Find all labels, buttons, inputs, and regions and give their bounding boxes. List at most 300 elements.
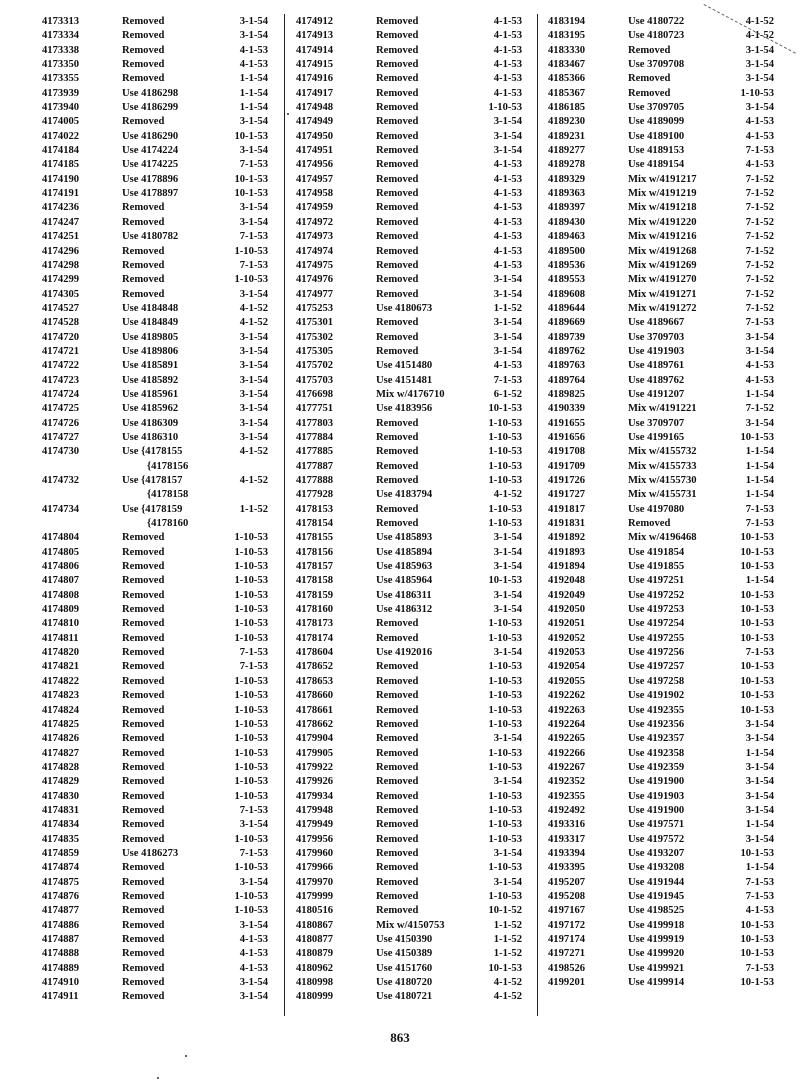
table-row xyxy=(42,58,274,72)
effective-date: 1-10-53 xyxy=(488,417,522,429)
part-number: 4183195 xyxy=(548,30,586,42)
disposition: Use 4197253 xyxy=(628,604,685,616)
part-number: 4174251 xyxy=(42,231,80,243)
part-number: 4174958 xyxy=(296,188,334,200)
disposition: Mix w/4191219 xyxy=(628,188,697,200)
effective-date: 7-1-53 xyxy=(239,661,268,673)
disposition: Use 4191207 xyxy=(628,388,685,400)
table-row xyxy=(42,44,274,58)
part-number: 4192051 xyxy=(548,618,586,630)
effective-date: 1-10-53 xyxy=(488,661,522,673)
disposition: Use 4197256 xyxy=(628,647,685,659)
effective-date: 4-1-53 xyxy=(493,73,522,85)
disposition: Mix w/4155733 xyxy=(628,460,697,472)
table-row xyxy=(42,388,274,402)
disposition: Removed xyxy=(376,733,419,745)
table-row xyxy=(548,402,780,416)
disposition: Mix w/4191269 xyxy=(628,259,697,271)
effective-date: 1-10-53 xyxy=(234,604,268,616)
part-number: 4174805 xyxy=(42,546,80,558)
part-number: 4174913 xyxy=(296,30,334,42)
table-row xyxy=(42,790,274,804)
table-row xyxy=(42,402,274,416)
table-row xyxy=(548,675,780,689)
part-number: 4175253 xyxy=(296,302,334,314)
disposition: Removed xyxy=(122,647,165,659)
table-row xyxy=(296,316,528,330)
disposition: Use 4186311 xyxy=(376,589,432,601)
effective-date: 1-1-54 xyxy=(239,87,268,99)
parts-column-1 xyxy=(42,15,274,1005)
table-row xyxy=(42,273,274,287)
table-row xyxy=(296,474,528,488)
effective-date: 1-1-52 xyxy=(239,503,268,515)
part-number: 4189764 xyxy=(548,374,586,386)
effective-date: 7-1-52 xyxy=(745,259,774,271)
table-row xyxy=(42,115,274,129)
disposition: Removed xyxy=(122,948,165,960)
disposition: Use 4197257 xyxy=(628,661,685,673)
table-row xyxy=(548,29,780,43)
effective-date: 1-10-53 xyxy=(488,102,522,114)
table-row xyxy=(296,919,528,933)
disposition: Use 4199920 xyxy=(628,948,685,960)
part-number: 4174296 xyxy=(42,245,80,257)
disposition: Use 4151480 xyxy=(376,360,433,372)
disposition: Removed xyxy=(376,776,419,788)
scan-speck xyxy=(287,113,289,115)
effective-date: 3-1-54 xyxy=(745,804,774,816)
table-row xyxy=(548,245,780,259)
effective-date: 3-1-54 xyxy=(745,73,774,85)
effective-date: 3-1-54 xyxy=(239,876,268,888)
table-row xyxy=(548,288,780,302)
part-number: 4173355 xyxy=(42,73,80,85)
table-row xyxy=(42,876,274,890)
disposition: Use 4192355 xyxy=(628,704,685,716)
disposition: Removed xyxy=(628,518,671,530)
disposition: Use {4178155 {4178156 xyxy=(122,446,189,472)
effective-date: 3-1-54 xyxy=(493,546,522,558)
effective-date: 1-1-54 xyxy=(745,460,774,472)
table-row xyxy=(42,560,274,574)
table-row xyxy=(548,861,780,875)
disposition: Removed xyxy=(376,73,419,85)
part-number: 4174720 xyxy=(42,331,80,343)
effective-date: 4-1-53 xyxy=(493,360,522,372)
disposition: Mix w/4191217 xyxy=(628,173,697,185)
part-number: 4197167 xyxy=(548,905,586,917)
part-number: 4174835 xyxy=(42,833,80,845)
table-row xyxy=(296,302,528,316)
part-number: 4174305 xyxy=(42,288,80,300)
effective-date: 4-1-53 xyxy=(493,30,522,42)
effective-date: 7-1-52 xyxy=(745,188,774,200)
table-row xyxy=(548,201,780,215)
part-number: 4198526 xyxy=(548,962,586,974)
part-number: 4173939 xyxy=(42,87,80,99)
part-number: 4174917 xyxy=(296,87,334,99)
table-row xyxy=(548,130,780,144)
disposition: Use 4185961 xyxy=(122,388,179,400)
effective-date: 1-10-53 xyxy=(488,475,522,486)
effective-date: 1-10-53 xyxy=(488,675,522,687)
part-number: 4189463 xyxy=(548,231,586,243)
effective-date: 10-1-53 xyxy=(740,546,774,558)
disposition: Removed xyxy=(376,460,419,472)
effective-date: 1-1-52 xyxy=(493,948,522,960)
table-row xyxy=(296,173,528,187)
disposition: Removed xyxy=(376,245,419,257)
table-row xyxy=(296,331,528,345)
effective-date: 3-1-54 xyxy=(239,374,268,386)
table-row xyxy=(296,646,528,660)
part-number: 4174950 xyxy=(296,130,334,142)
disposition: Use 4192356 xyxy=(628,718,685,730)
effective-date: 1-10-53 xyxy=(234,862,268,874)
disposition: Removed xyxy=(122,16,165,27)
table-row xyxy=(296,101,528,115)
table-row xyxy=(548,847,780,861)
table-row xyxy=(548,460,780,474)
table-row xyxy=(296,574,528,588)
table-row xyxy=(42,574,274,588)
table-row xyxy=(42,818,274,832)
table-row xyxy=(548,230,780,244)
part-number: 4174959 xyxy=(296,202,334,214)
disposition: Use 4189805 xyxy=(122,331,179,343)
part-number: 4178652 xyxy=(296,661,334,673)
effective-date: 1-1-54 xyxy=(239,73,268,85)
table-row xyxy=(296,947,528,961)
table-row xyxy=(42,632,274,646)
disposition: Removed xyxy=(122,59,165,71)
disposition: Removed xyxy=(376,16,419,27)
disposition: Use 4193207 xyxy=(628,847,685,859)
effective-date: 4-1-53 xyxy=(239,934,268,945)
disposition: Removed xyxy=(122,274,165,286)
table-row xyxy=(296,288,528,302)
effective-date: 3-1-54 xyxy=(493,145,522,157)
effective-date: 1-10-53 xyxy=(234,245,268,257)
table-row xyxy=(548,976,780,990)
table-row xyxy=(296,187,528,201)
part-number: 4174727 xyxy=(42,431,80,443)
table-row xyxy=(42,288,274,302)
table-row xyxy=(296,790,528,804)
part-number: 4174914 xyxy=(296,44,334,56)
part-number: 4174810 xyxy=(42,618,80,630)
table-row xyxy=(548,632,780,646)
part-number: 4190339 xyxy=(548,403,586,415)
part-number: 4192054 xyxy=(548,661,586,673)
disposition: Removed xyxy=(628,73,671,85)
effective-date: 7-1-53 xyxy=(239,159,268,171)
disposition: Removed xyxy=(376,503,419,515)
part-number: 4178157 xyxy=(296,561,334,573)
table-row xyxy=(42,417,274,431)
part-number: 4174916 xyxy=(296,73,334,85)
effective-date: 10-1-53 xyxy=(740,632,774,644)
disposition: Removed xyxy=(122,44,165,56)
part-number: 4192264 xyxy=(548,718,586,730)
part-number: 4180999 xyxy=(296,991,334,1003)
part-number: 4180962 xyxy=(296,962,334,974)
disposition: Removed xyxy=(122,116,165,128)
table-row xyxy=(548,904,780,918)
effective-date: 4-1-53 xyxy=(745,905,774,917)
effective-date: 3-1-54 xyxy=(493,288,522,300)
table-row xyxy=(42,87,274,101)
effective-date: 1-10-53 xyxy=(234,776,268,788)
effective-date: 4-1-53 xyxy=(493,44,522,56)
effective-date: 4-1-53 xyxy=(239,948,268,960)
table-row xyxy=(296,546,528,560)
effective-date: 3-1-54 xyxy=(493,589,522,601)
disposition: Removed xyxy=(376,618,419,630)
table-row xyxy=(42,431,274,445)
disposition: Use 4150389 xyxy=(376,948,433,960)
part-number: 4178661 xyxy=(296,704,334,716)
disposition: Use 4185964 xyxy=(376,575,433,587)
effective-date: 10-1-53 xyxy=(740,604,774,616)
page-number: 863 xyxy=(390,1030,410,1045)
table-row xyxy=(548,273,780,287)
effective-date: 10-1-53 xyxy=(234,130,268,142)
part-number: 4175305 xyxy=(296,345,334,357)
scan-speck xyxy=(185,1055,187,1057)
effective-date: 7-1-53 xyxy=(493,374,522,386)
table-row xyxy=(548,704,780,718)
effective-date: 1-10-53 xyxy=(488,503,522,515)
disposition: Removed xyxy=(376,819,419,831)
disposition: Use 4180722 xyxy=(628,16,685,27)
part-number: 4185366 xyxy=(548,73,586,85)
disposition: Use 3709705 xyxy=(628,102,685,114)
part-number: 4189430 xyxy=(548,216,586,228)
effective-date: 4-1-52 xyxy=(239,475,268,486)
disposition: Removed xyxy=(376,159,419,171)
disposition: Use 4191902 xyxy=(628,690,685,702)
table-row xyxy=(296,675,528,689)
part-number: 4174886 xyxy=(42,919,80,931)
effective-date: 4-1-53 xyxy=(745,159,774,171)
table-row xyxy=(296,976,528,990)
table-row xyxy=(548,87,780,101)
disposition: Use 4199914 xyxy=(628,977,685,989)
table-row xyxy=(548,72,780,86)
effective-date: 1-10-53 xyxy=(488,833,522,845)
disposition: Removed xyxy=(376,833,419,845)
part-number: 4178662 xyxy=(296,718,334,730)
disposition: Removed xyxy=(122,661,165,673)
effective-date: 7-1-53 xyxy=(239,231,268,243)
effective-date: 7-1-53 xyxy=(745,503,774,515)
part-number: 4174911 xyxy=(42,991,79,1003)
effective-date: 3-1-54 xyxy=(745,345,774,357)
effective-date: 1-10-53 xyxy=(234,575,268,587)
table-row xyxy=(42,990,274,1004)
disposition: Removed xyxy=(122,73,165,85)
part-number: 4174721 xyxy=(42,345,80,357)
table-row xyxy=(42,861,274,875)
disposition: Removed xyxy=(376,116,419,128)
disposition: Mix w/4155732 xyxy=(628,446,697,458)
part-number: 4178154 xyxy=(296,518,334,530)
part-number: 4186185 xyxy=(548,102,586,114)
part-number: 4174830 xyxy=(42,790,80,802)
part-number: 4192266 xyxy=(548,747,586,759)
effective-date: 3-1-54 xyxy=(745,790,774,802)
table-row xyxy=(548,101,780,115)
effective-date: 1-10-53 xyxy=(234,718,268,730)
effective-date: 1-10-53 xyxy=(234,690,268,702)
disposition: Use 4191900 xyxy=(628,804,685,816)
table-row xyxy=(548,775,780,789)
part-number: 4179999 xyxy=(296,890,334,902)
disposition: Use 4189667 xyxy=(628,317,685,329)
table-row xyxy=(548,445,780,459)
part-number: 4191892 xyxy=(548,532,586,544)
disposition: Removed xyxy=(376,188,419,200)
part-number: 4174808 xyxy=(42,589,80,601)
part-number: 4174875 xyxy=(42,876,80,888)
effective-date: 7-1-53 xyxy=(745,518,774,530)
effective-date: 1-10-53 xyxy=(488,704,522,716)
table-row xyxy=(42,689,274,703)
effective-date: 4-1-53 xyxy=(493,245,522,257)
effective-date: 3-1-54 xyxy=(239,431,268,443)
table-row xyxy=(296,15,528,29)
part-number: 4191656 xyxy=(548,431,586,443)
disposition: Removed xyxy=(122,977,165,989)
disposition: Use 4186273 xyxy=(122,847,179,859)
table-row xyxy=(548,962,780,976)
disposition: Use 4189153 xyxy=(628,145,685,157)
disposition: Mix w/4191221 xyxy=(628,403,697,415)
disposition: Use 4174224 xyxy=(122,145,179,157)
table-row xyxy=(296,273,528,287)
table-row xyxy=(296,44,528,58)
disposition: Mix w/4155731 xyxy=(628,489,697,501)
table-row xyxy=(548,790,780,804)
disposition: Use 3709708 xyxy=(628,59,685,71)
disposition: Removed xyxy=(122,776,165,788)
effective-date: 7-1-52 xyxy=(745,403,774,415)
part-number: 4191727 xyxy=(548,489,586,501)
table-row xyxy=(42,976,274,990)
part-number: 4174912 xyxy=(296,16,334,27)
disposition: Removed xyxy=(376,761,419,773)
disposition: Removed xyxy=(376,44,419,56)
part-number: 4189278 xyxy=(548,159,586,171)
disposition: Use 4174225 xyxy=(122,159,179,171)
part-number: 4174825 xyxy=(42,718,80,730)
effective-date: 4-1-52 xyxy=(239,446,268,458)
table-row xyxy=(42,833,274,847)
disposition: Mix w/4191270 xyxy=(628,274,697,286)
effective-date: 3-1-54 xyxy=(239,30,268,42)
effective-date: 1-1-54 xyxy=(745,747,774,759)
disposition: Mix w/4150753 xyxy=(376,919,445,931)
disposition: Removed xyxy=(376,30,419,42)
disposition: Use 4199165 xyxy=(628,431,685,443)
disposition: Removed xyxy=(376,718,419,730)
table-row xyxy=(42,675,274,689)
disposition: Removed xyxy=(376,345,419,357)
disposition: Mix w/4196468 xyxy=(628,532,697,544)
table-row xyxy=(548,933,780,947)
disposition: Use 4186309 xyxy=(122,417,179,429)
effective-date: 4-1-52 xyxy=(239,317,268,329)
disposition: Use 4192016 xyxy=(376,647,433,659)
table-row xyxy=(42,316,274,330)
part-number: 4174915 xyxy=(296,59,334,71)
effective-date: 3-1-54 xyxy=(239,202,268,214)
table-row xyxy=(296,962,528,976)
table-row xyxy=(42,761,274,775)
table-row xyxy=(296,72,528,86)
disposition: Removed xyxy=(376,145,419,157)
disposition: Removed xyxy=(376,202,419,214)
disposition: Removed xyxy=(122,876,165,888)
part-number: 4193394 xyxy=(548,847,586,859)
part-number: 4174299 xyxy=(42,274,80,286)
disposition: Removed xyxy=(122,575,165,587)
effective-date: 1-1-54 xyxy=(745,489,774,501)
table-row xyxy=(548,316,780,330)
part-number: 4174956 xyxy=(296,159,334,171)
effective-date: 10-1-53 xyxy=(740,948,774,960)
table-row xyxy=(548,158,780,172)
part-number: 4183330 xyxy=(548,44,586,56)
disposition: Removed xyxy=(376,130,419,142)
effective-date: 1-1-54 xyxy=(745,388,774,400)
table-row xyxy=(296,388,528,402)
part-number: 4174823 xyxy=(42,690,80,702)
disposition: Use 4189100 xyxy=(628,130,685,142)
disposition: Mix w/4191272 xyxy=(628,302,697,314)
part-number: 4174730 xyxy=(42,446,80,458)
table-row xyxy=(548,302,780,316)
effective-date: 3-1-54 xyxy=(239,977,268,989)
part-number: 4179905 xyxy=(296,747,334,759)
disposition: Removed xyxy=(122,216,165,228)
effective-date: 3-1-54 xyxy=(745,44,774,56)
table-row xyxy=(296,259,528,273)
table-row xyxy=(296,990,528,1004)
part-number: 4183467 xyxy=(548,59,586,71)
effective-date: 3-1-54 xyxy=(745,833,774,845)
table-row xyxy=(42,617,274,631)
disposition: Use 4189154 xyxy=(628,159,685,171)
effective-date: 4-1-53 xyxy=(239,962,268,974)
disposition: Removed xyxy=(376,747,419,759)
part-number: 4174876 xyxy=(42,890,80,902)
part-number: 4192355 xyxy=(548,790,586,802)
part-number: 4174191 xyxy=(42,188,80,200)
table-row xyxy=(42,445,274,474)
part-number: 4180877 xyxy=(296,934,334,945)
disposition: Use 4191944 xyxy=(628,876,685,888)
disposition: Use 4183794 xyxy=(376,489,433,501)
part-number: 4178660 xyxy=(296,690,334,702)
table-row xyxy=(548,876,780,890)
part-number: 4189762 xyxy=(548,345,586,357)
effective-date: 7-1-53 xyxy=(745,145,774,157)
effective-date: 6-1-52 xyxy=(493,388,522,400)
part-number: 4191817 xyxy=(548,503,586,515)
